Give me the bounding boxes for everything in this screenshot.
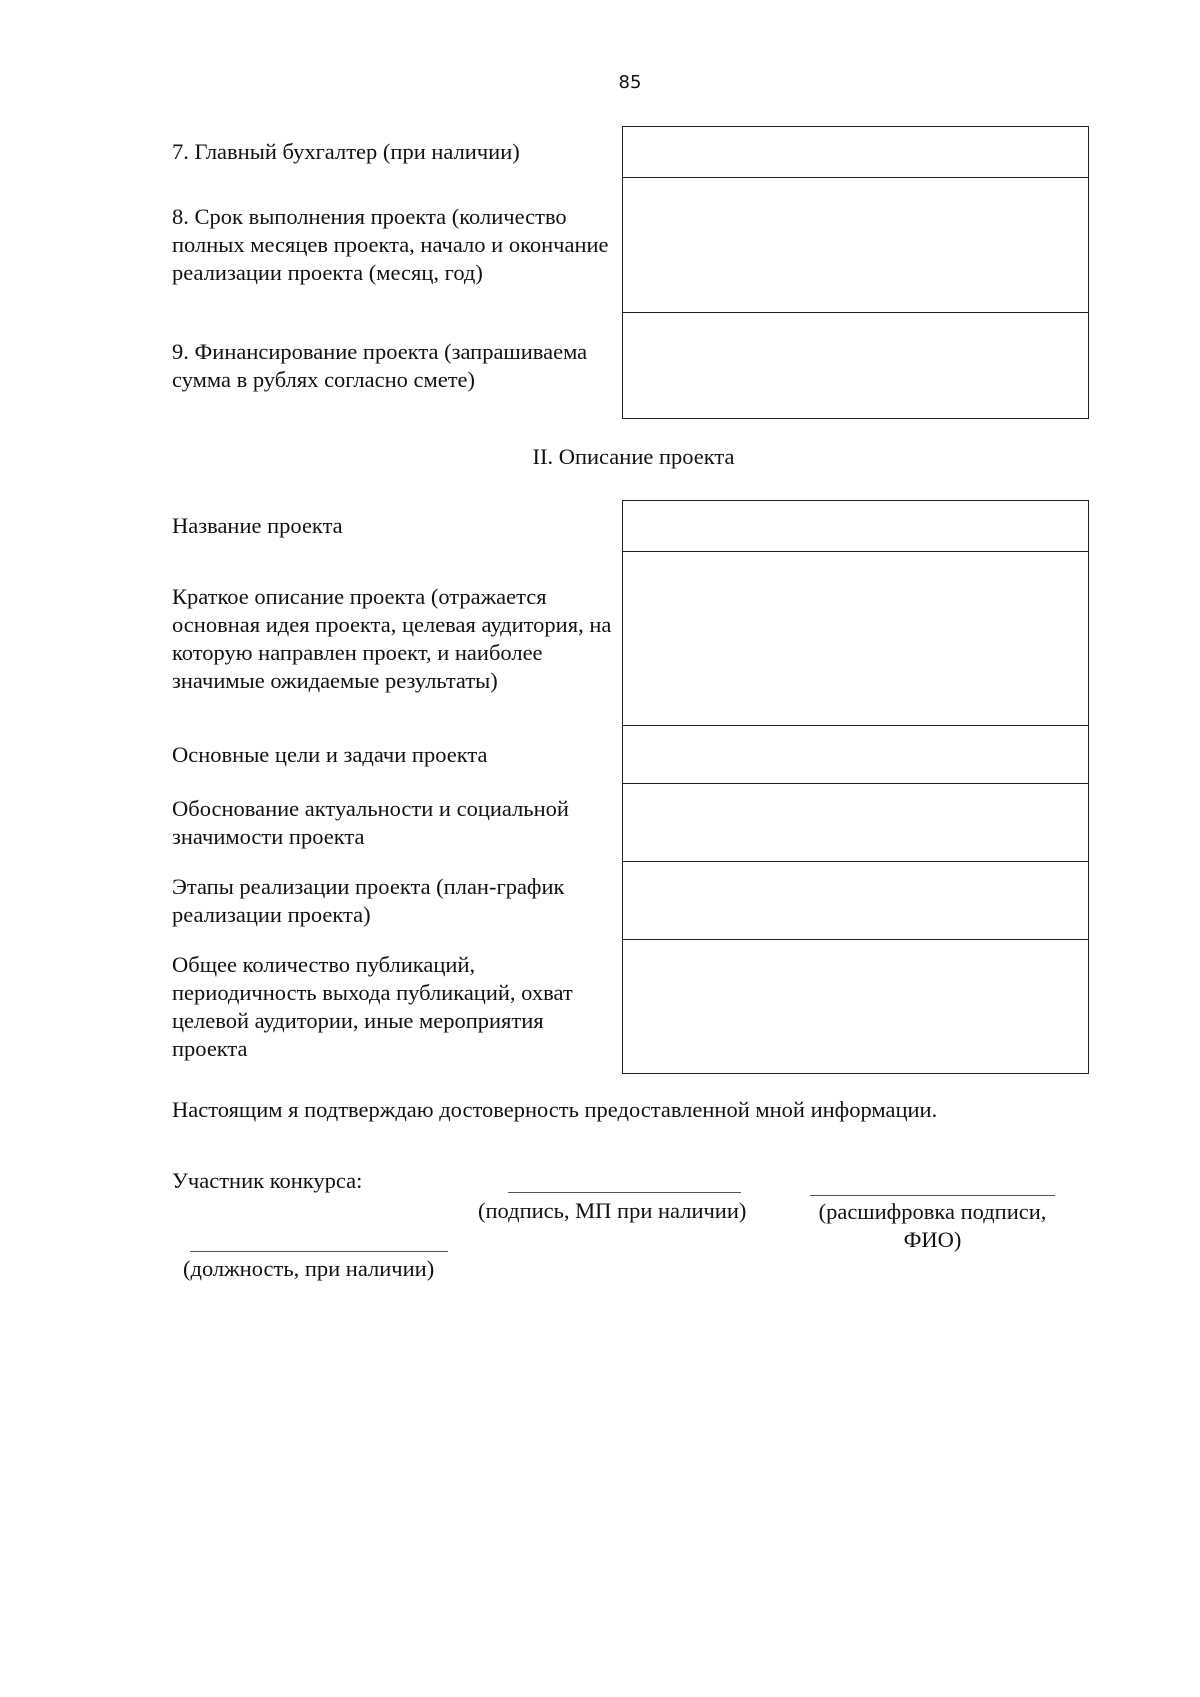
confirmation-statement: Настоящим я подтверждаю достоверность предоставленной мной информации.: [172, 1097, 938, 1122]
table-row: [172, 127, 1089, 178]
table-row: [172, 940, 1089, 1074]
signature-caption: (подпись, МП при наличии): [478, 1198, 747, 1223]
field-project-summary[interactable]: [623, 552, 1089, 726]
row-label-project-relevance: Обоснование актуальности и социальной значимости проекта: [172, 795, 569, 849]
table-row: [172, 313, 1089, 419]
field-chief-accountant[interactable]: [623, 127, 1089, 178]
row-label-project-goals: Основные цели и задачи проекта: [172, 741, 488, 767]
field-project-financing[interactable]: [623, 313, 1089, 419]
name-decode-line[interactable]: [810, 1195, 1055, 1196]
participant-label: Участник конкурса:: [172, 1168, 363, 1193]
section-title: II. Описание проекта: [532, 444, 735, 469]
table-row: [172, 784, 1089, 862]
field-publications[interactable]: [623, 940, 1089, 1074]
table-row: [172, 178, 1089, 313]
field-project-stages[interactable]: [623, 862, 1089, 940]
name-decode-caption-line1: (расшифровка подписи,: [818, 1199, 1047, 1224]
signature-line[interactable]: [508, 1192, 741, 1193]
field-project-relevance[interactable]: [623, 784, 1089, 862]
page-number: 85: [618, 72, 642, 93]
field-project-duration[interactable]: [623, 178, 1089, 313]
row-label-project-summary: Краткое описание проекта (отражается основная идея проекта, целевая аудитория, на которую направлен проект, и наиболее значимые ожидаемые результаты): [172, 583, 612, 693]
row-label-project-name: Название проекта: [172, 513, 343, 538]
table-row: [172, 501, 1089, 552]
position-line[interactable]: [190, 1251, 448, 1252]
field-project-name[interactable]: [623, 501, 1089, 552]
position-caption: (должность, при наличии): [183, 1256, 435, 1281]
name-decode-caption-line2: ФИО): [903, 1227, 962, 1252]
row-label-chief-accountant: 7. Главный бухгалтер (при наличии): [172, 139, 520, 164]
row-label-project-duration: 8. Срок выполнения проекта (количество полных месяцев проекта, начало и окончание реализации проекта (месяц, год): [172, 204, 609, 285]
applicant-details-table: [172, 126, 1089, 419]
project-description-table: [172, 500, 1089, 1074]
name-decode-caption: [800, 1198, 1065, 1254]
table-row: [172, 726, 1089, 784]
row-label-project-financing: 9. Финансирование проекта (запрашиваема сумма в рублях согласно смете): [172, 338, 588, 392]
table-row: [172, 862, 1089, 940]
table-row: [172, 552, 1089, 726]
row-label-project-stages: Этапы реализации проекта (план-график реализации проекта): [172, 873, 565, 927]
field-project-goals[interactable]: [623, 726, 1089, 784]
row-label-publications: Общее количество публикаций, периодичность выхода публикаций, охват целевой аудитории, иные мероприятия проекта: [172, 951, 573, 1061]
